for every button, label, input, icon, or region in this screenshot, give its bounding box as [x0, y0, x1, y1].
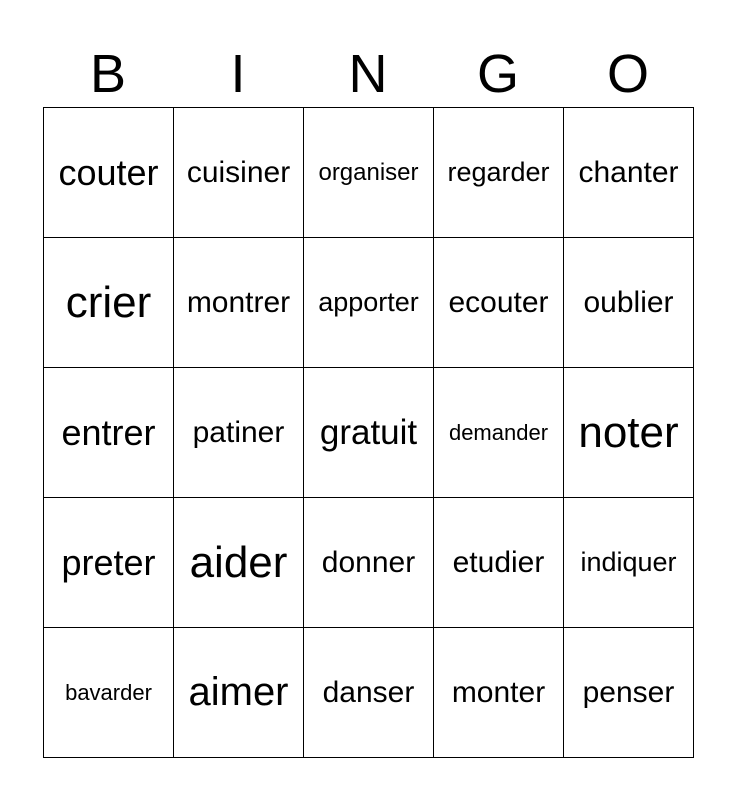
- bingo-cell: gratuit: [304, 368, 434, 498]
- bingo-cell: aider: [174, 498, 304, 628]
- bingo-cell: monter: [434, 628, 564, 758]
- bingo-cell: montrer: [174, 238, 304, 368]
- bingo-cell: bavarder: [44, 628, 174, 758]
- header-letter-g: G: [476, 44, 519, 104]
- bingo-cell: entrer: [44, 368, 174, 498]
- header-letter-i: I: [230, 44, 246, 104]
- header-letter-o: O: [606, 44, 649, 104]
- bingo-cell: patiner: [174, 368, 304, 498]
- bingo-cell: noter: [564, 368, 694, 498]
- bingo-cell: danser: [304, 628, 434, 758]
- bingo-cell: regarder: [434, 108, 564, 238]
- bingo-cell: aimer: [174, 628, 304, 758]
- bingo-cell: preter: [44, 498, 174, 628]
- bingo-cell: indiquer: [564, 498, 694, 628]
- bingo-cell: cuisiner: [174, 108, 304, 238]
- bingo-cell: chanter: [564, 108, 694, 238]
- bingo-cell: penser: [564, 628, 694, 758]
- bingo-header: [43, 44, 693, 104]
- bingo-cell: organiser: [304, 108, 434, 238]
- bingo-cell: apporter: [304, 238, 434, 368]
- bingo-cell: ecouter: [434, 238, 564, 368]
- header-letter-n: N: [348, 44, 388, 104]
- bingo-cell: demander: [434, 368, 564, 498]
- header-letter-b: B: [89, 44, 127, 104]
- bingo-cell: oublier: [564, 238, 694, 368]
- bingo-cell: crier: [44, 238, 174, 368]
- bingo-cell: couter: [44, 108, 174, 238]
- bingo-cell: etudier: [434, 498, 564, 628]
- bingo-board: [43, 107, 694, 758]
- bingo-cell: donner: [304, 498, 434, 628]
